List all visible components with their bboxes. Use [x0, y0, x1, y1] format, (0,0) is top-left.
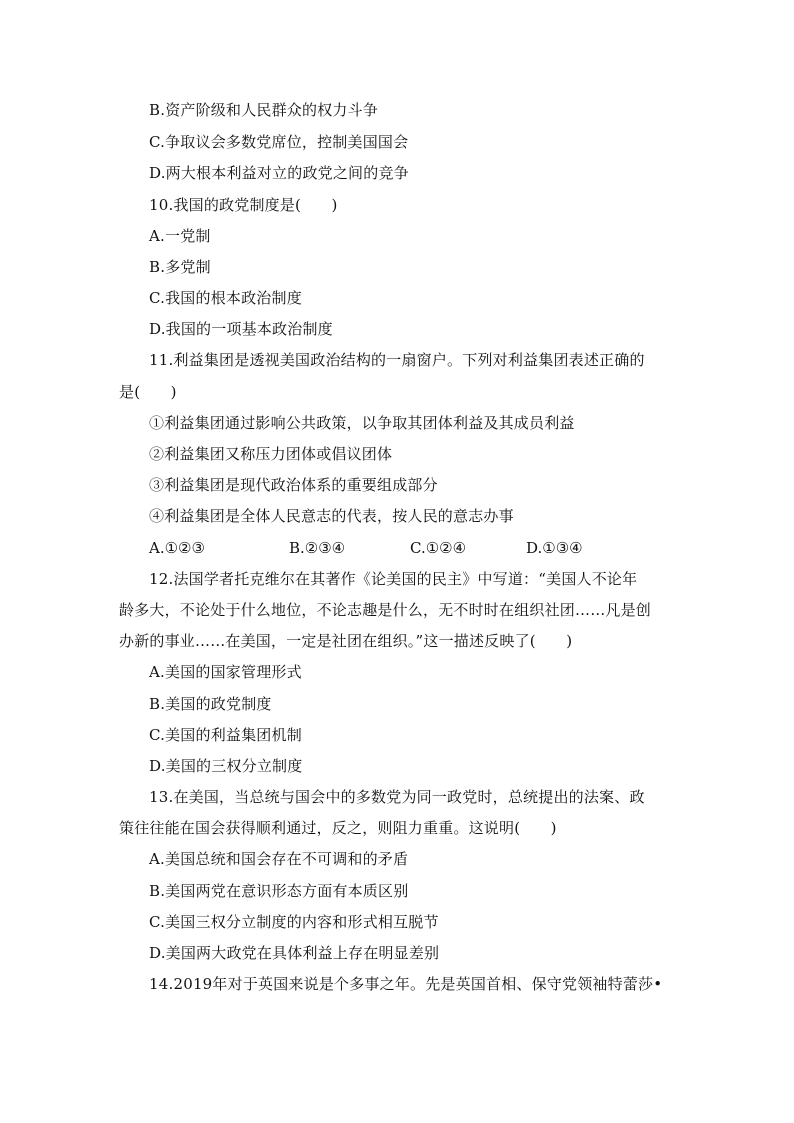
q13-stem-line-1: 13.在美国，当总统与国会中的多数党为同一政党时，总统提出的法案、政 — [149, 788, 645, 806]
q12-stem-line-3: 办新的事业……在美国，一定是社团在组织。”这一描述反映了( ) — [119, 632, 573, 650]
q13-option-d: D.美国两大政党在具体利益上存在明显差别 — [149, 944, 440, 962]
q10-option-b: B.多党制 — [149, 258, 211, 276]
q12-option-a: A.美国的国家管理形式 — [149, 663, 302, 681]
q11-statement-2: ②利益集团又称压力团体或倡议团体 — [149, 445, 393, 463]
q11-statement-1: ①利益集团通过影响公共政策，以争取其团体利益及其成员利益 — [149, 414, 575, 432]
q12-option-d: D.美国的三权分立制度 — [149, 757, 303, 775]
q13-stem-line-2: 策往往能在国会获得顺利通过，反之，则阻力重重。这说明( ) — [119, 819, 557, 837]
q10-stem: 10.我国的政党制度是( ) — [149, 196, 338, 214]
q10-option-d: D.我国的一项基本政治制度 — [149, 320, 333, 338]
q12-stem-line-2: 龄多大，不论处于什么地位，不论志趣是什么，无不时时在组织社团……凡是创 — [119, 601, 652, 619]
q11-option-a: A.①②③ — [149, 539, 205, 557]
q10-option-c: C.我国的根本政治制度 — [149, 289, 302, 307]
q13-option-a: A.美国总统和国会存在不可调和的矛盾 — [149, 850, 409, 868]
q10-option-a: A.一党制 — [149, 227, 211, 245]
q12-option-b: B.美国的政党制度 — [149, 695, 272, 713]
q11-option-c: C.①②④ — [410, 539, 467, 557]
q11-option-d: D.①③④ — [526, 539, 583, 557]
q12-option-c: C.美国的利益集团机制 — [149, 726, 302, 744]
q13-option-b: B.美国两党在意识形态方面有本质区别 — [149, 882, 409, 900]
q9-option-c: C.争取议会多数党席位，控制美国国会 — [149, 133, 409, 151]
q13-option-c: C.美国三权分立制度的内容和形式相互脱节 — [149, 913, 439, 931]
q11-statement-4: ④利益集团是全体人民意志的代表，按人民的意志办事 — [149, 507, 514, 525]
q11-option-b: B.②③④ — [289, 539, 346, 557]
q9-option-d: D.两大根本利益对立的政党之间的竞争 — [149, 164, 409, 182]
q9-option-b: B.资产阶级和人民群众的权力斗争 — [149, 101, 378, 119]
q14-stem-line-1: 14.2019年对于英国来说是个多事之年。先是英国首相、保守党领袖特蕾莎• — [149, 975, 663, 993]
q11-statement-3: ③利益集团是现代政治体系的重要组成部分 — [149, 476, 438, 494]
q11-stem-line-2: 是( ) — [119, 383, 177, 401]
q11-stem-line-1: 11.利益集团是透视美国政治结构的一扇窗户。下列对利益集团表述正确的 — [149, 351, 645, 369]
q12-stem-line-1: 12.法国学者托克维尔在其著作《论美国的民主》中写道：“美国人不论年 — [149, 570, 638, 588]
